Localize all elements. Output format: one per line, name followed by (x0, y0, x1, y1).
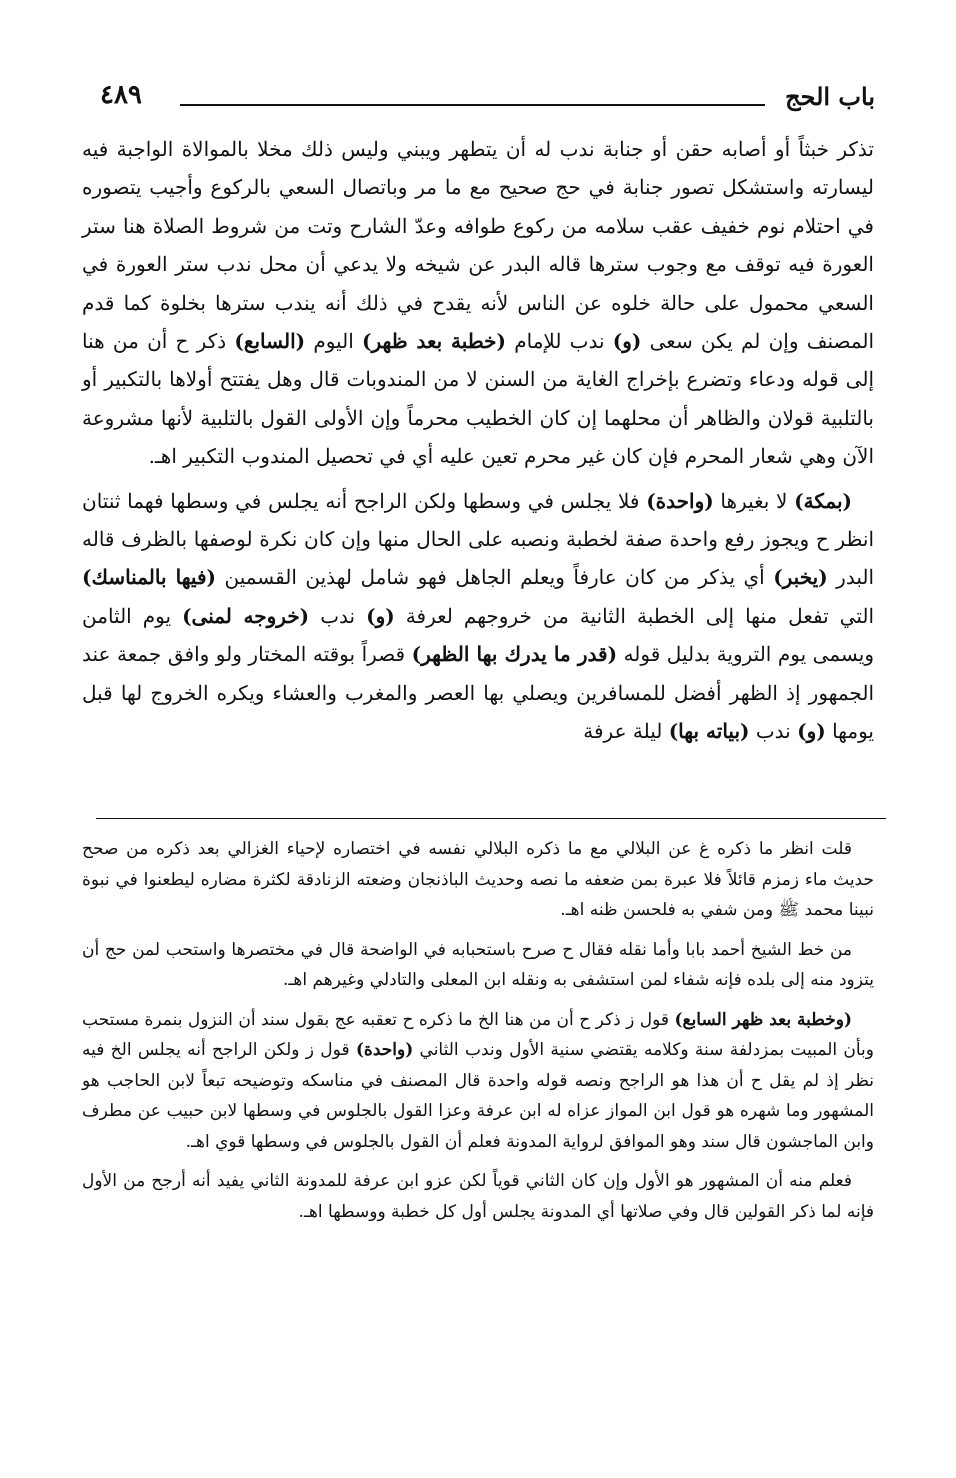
main-paragraph: تذكر خبثاً أو أصابه حقن أو جنابة ندب له أن يتطهر ويبني وليس ذلك مخلا بالموالاة الواجبة فيه ليسارته واستشكل تصور جنابة في حج صحيح مع ما مر وباتصال السعي بالركوع وأجيب يتصوره في احتلام نوم خفيف عقب سلامه من ركوع طوافه وعدّ الشارح وتت من شروط الصلاة هنا ستر العورة فيه توقف مع وجوب سترها قاله البدر عن شيخه ولا يدعي أن محل ندب ستر العورة في السعي محمول على حالة خلوه عن الناس لأنه يقدح في ذلك أنه يندب سترها بخلوة كما قدم المصنف وإن لم يكن سعى (و) ندب للإمام (خطبة بعد ظهر) اليوم (السابع) ذكر ح أن من هنا إلى قوله ودعاء وتضرع بإخراج الغاية من السنن لا من المندوبات قال وهل يفتتح أولاها بالتكبير أو بالتلبية قولان والظاهر أن محلهما إن كان الخطيب محرماً وإن الأولى القول بالتلبية لأنها مشروعة الآن وهي شعار المحرم فإن كان غير محرم تعين عليه أي في تحصيل المندوب التكبير اهـ. (82, 137, 875, 469)
header-rule (180, 104, 765, 106)
footnote-paragraph: (وخطبة بعد ظهر السابع) قول ز ذكر ح أن من هنا الخ ما ذكره ح تعقبه عج بقول سند أن النزول بنمرة مستحب وبأن المبيت بمزدلفة سنة وكلامه يقتضي سنية الأول وندب الثاني (واحدة) قول ز ولكن الراجح أنه يجلس الخ فيه نظر إذ لم يقل ح أن هذا هو الراجح ونصه قوله واحدة قال المصنف في مناسكه وتوضيحه تبعاً لابن الحاجب هو المشهور وما شهره هو قول ابن المواز عزاه له ابن عرفة وعزا القول بالجلوس في وسطها لابن حبيب عن مطرف وابن الماجشون قال سند وهو الموافق لرواية المدونة فعلم أن القول بالجلوس في وسطها قوي اهـ. (82, 1009, 874, 1152)
main-text (82, 130, 874, 757)
footnote-separator (96, 818, 886, 819)
page-number: ٤٨٩ (100, 80, 142, 110)
page-header (100, 78, 875, 118)
footnote-paragraph: من خط الشيخ أحمد بابا وأما نقله فقال ح صرح باستحبابه في الواضحة قال في مختصرها واستحب لمن حج أن يتزود منه إلى بلده فإنه شفاء لمن استشفى به ونقله ابن المعلى والتادلي وغيرهم اهـ. (82, 939, 874, 990)
footnotes (82, 834, 874, 1236)
main-paragraph: (بمكة) لا بغيرها (واحدة) فلا يجلس في وسطها ولكن الراجح أنه يجلس في وسطها فهما ثنتان انظر ح ويجوز رفع واحدة صفة لخطبة ونصبه على الحال منها وإن كان نكرة لوصفها بالظرف قاله البدر (يخبر) أي يذكر من كان عارفاً ويعلم الجاهل فهو شامل لهذين القسمين (فيها بالمناسك) التي تفعل منها إلى الخطبة الثانية من خروجهم لعرفة (و) ندب (خروجه لمنى) يوم الثامن ويسمى يوم التروية بدليل قوله (قدر ما يدرك بها الظهر) قصراً بوقته المختار ولو وافق جمعة عند الجمهور إذ الظهر أفضل للمسافرين ويصلي بها العصر والمغرب والعشاء ويكره الخروج لها قبل يومها (و) ندب (بياته بها) ليلة عرفة (82, 488, 875, 744)
chapter-title: باب الحج (785, 82, 875, 111)
footnote-paragraph: فعلم منه أن المشهور هو الأول وإن كان الثاني قوياً لكن عزو ابن عرفة للمدونة الثاني يفيد أنه أرجح من الأول فإنه لما ذكر القولين قال وفي صلاتها أي المدونة يجلس أول كل خطبة ووسطها اهـ. (82, 1171, 874, 1222)
footnote-paragraph: قلت انظر ما ذكره غ عن البلالي مع ما ذكره البلالي نفسه في اختصاره لإحياء الغزالي بعد ذكره من صحح حديث ماء زمزم قائلاً فلا عبرة بمن ضعفه ما نصه وحديث الباذنجان وضعته الزنادقة لكثرة مضاره ليطعنوا في نبوة نبينا محمد ﷺ ومن شفي به فلحسن ظنه اهـ. (82, 839, 874, 920)
